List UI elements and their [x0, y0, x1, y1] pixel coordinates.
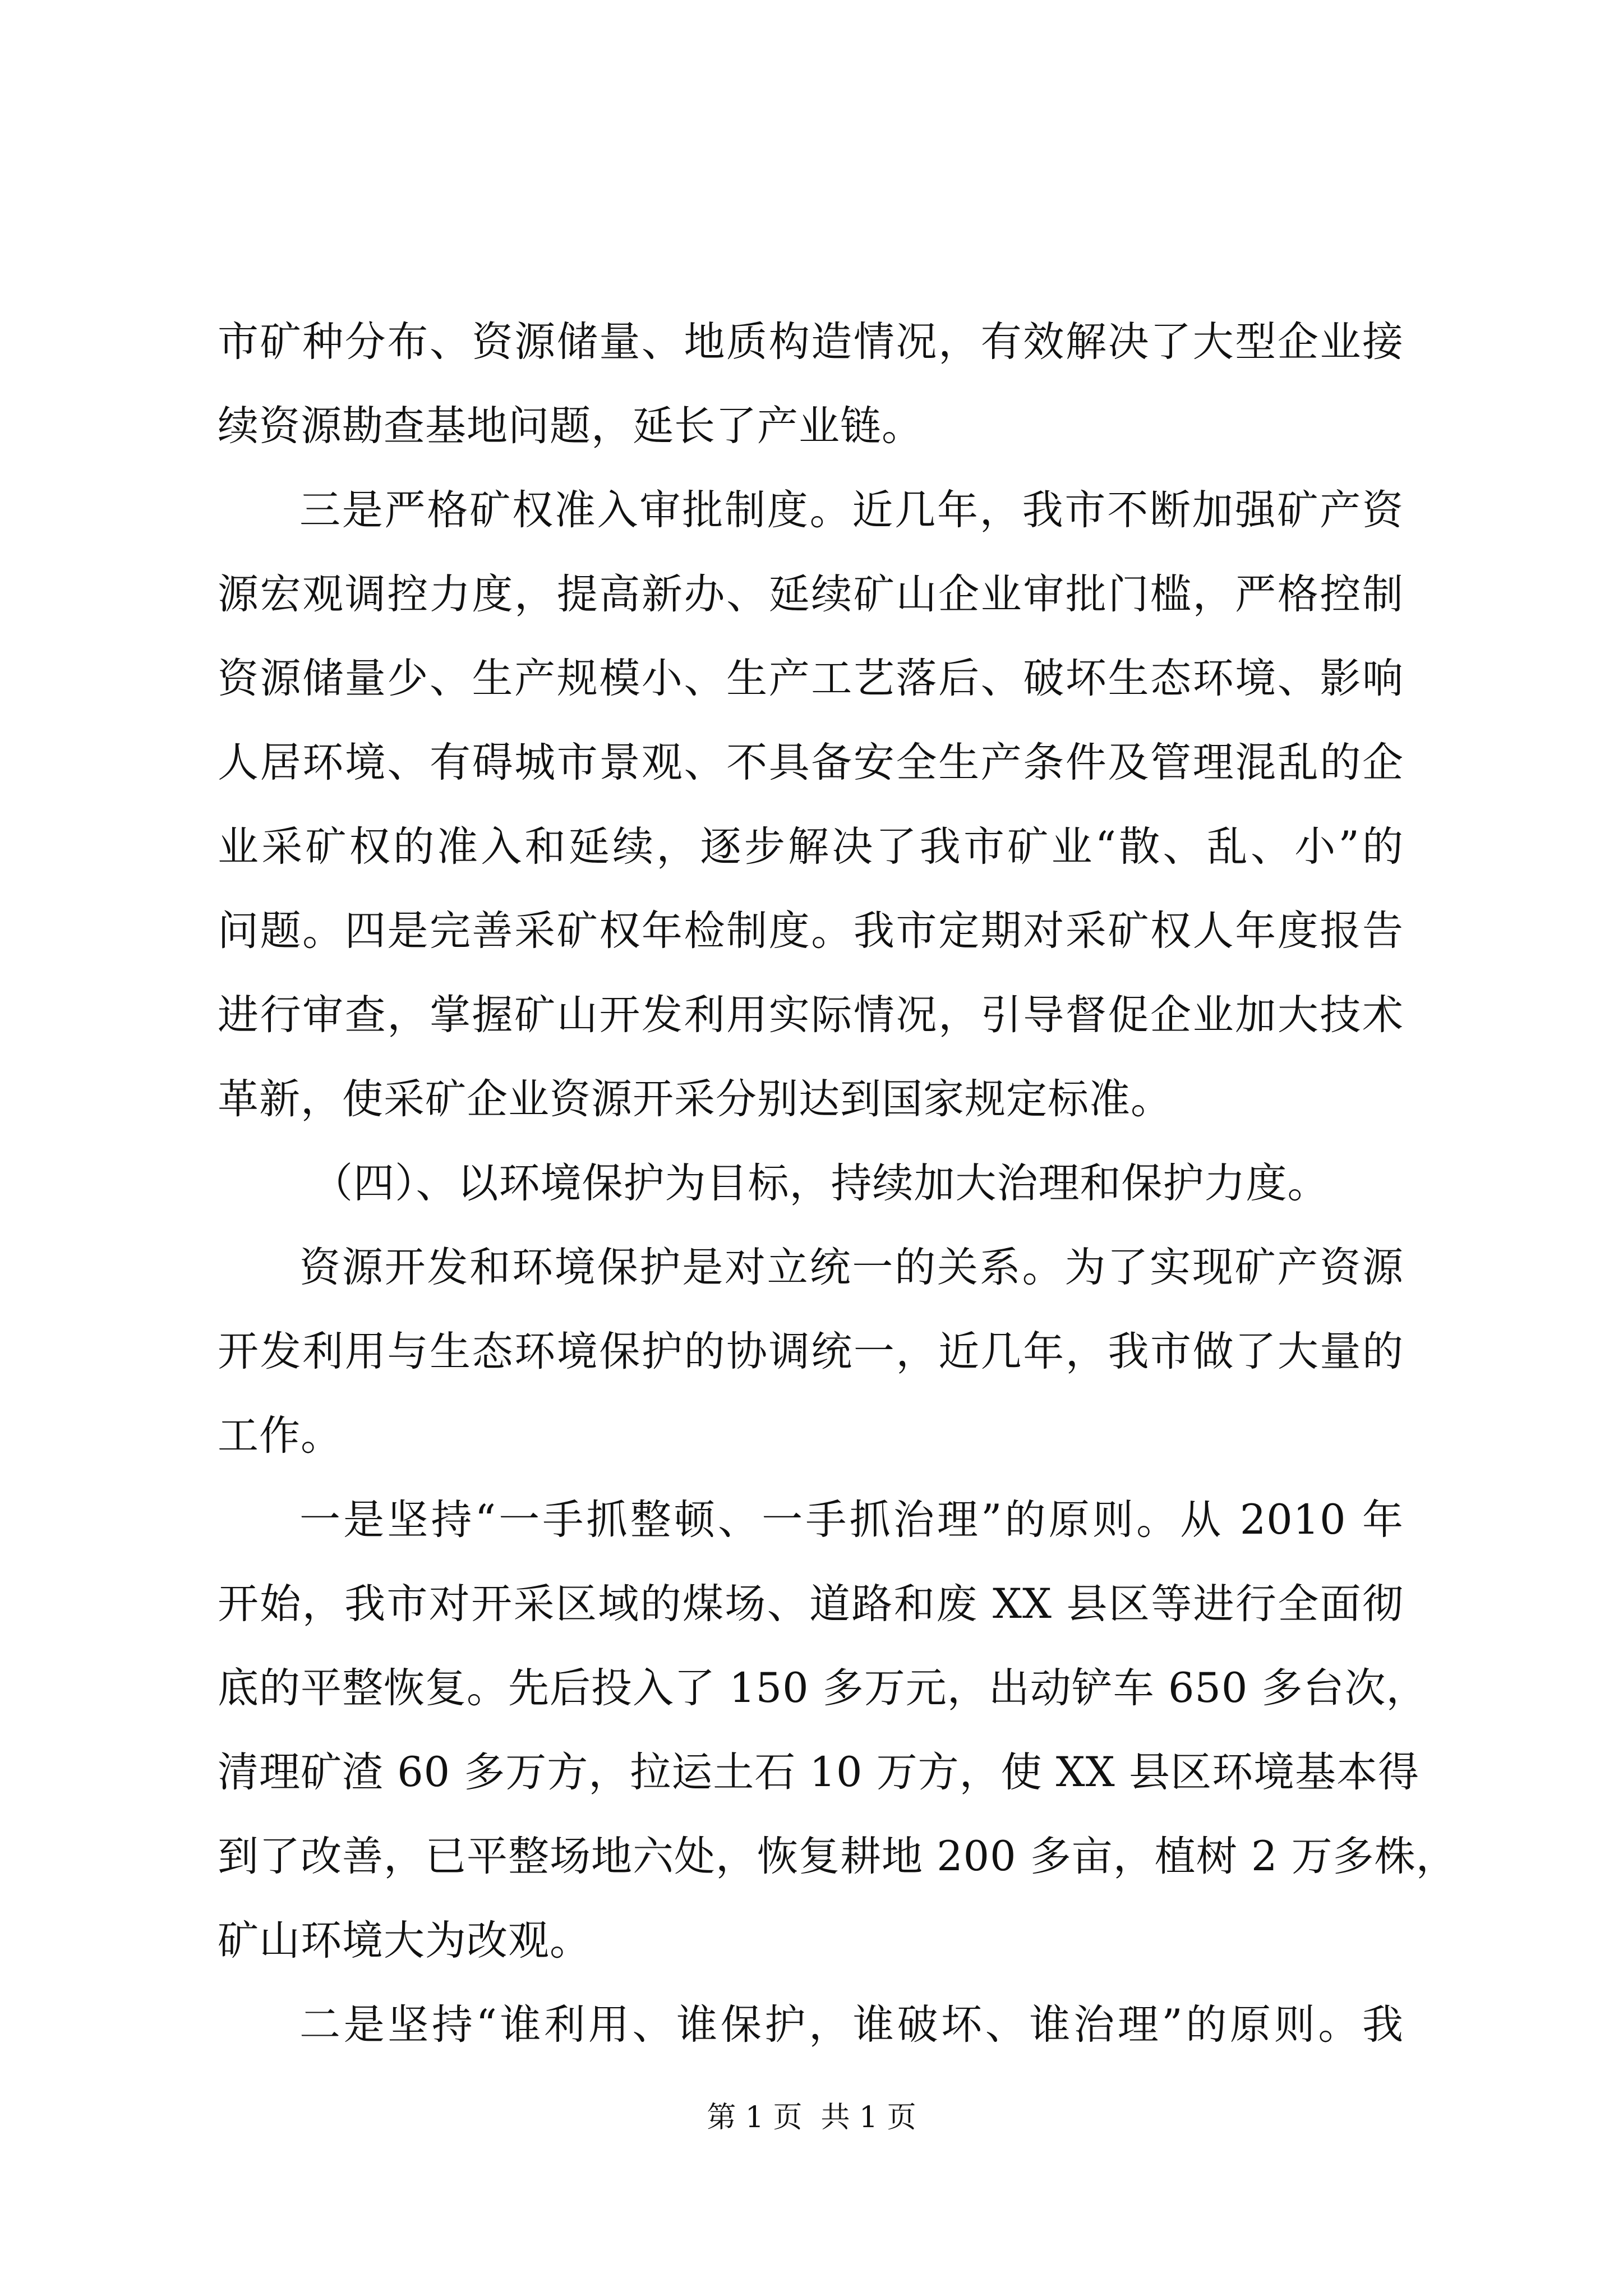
paragraph-start-line: 一是坚持“一手抓整顿、一手抓治理”的原则。从 2010 年: [299, 1496, 1404, 1544]
section-heading: （四）、以环境保护为目标，持续加大治理和保护力度。: [312, 1159, 1329, 1207]
paragraph-start-line: 资源开发和环境保护是对立统一的关系。为了实现矿产资源: [299, 1244, 1404, 1291]
text-line: 革新，使采矿企业资源开采分别达到国家规定标准。: [218, 1075, 1172, 1123]
text-line: 人居环境、有碍城市景观、不具备安全生产条件及管理混乱的企: [218, 739, 1404, 786]
text-line: 问题。四是完善采矿权年检制度。我市定期对采矿权人年度报告: [218, 907, 1404, 955]
text-line: 开始，我市对开采区域的煤场、道路和废 XX 县区等进行全面彻: [218, 1580, 1404, 1628]
paragraph-start-line: 三是严格矿权准入审批制度。近几年，我市不断加强矿产资: [299, 486, 1404, 534]
document-body: [218, 300, 1458, 2067]
text-line: 市矿种分布、资源储量、地质构造情况，有效解决了大型企业接: [218, 318, 1404, 366]
text-line: 资源储量少、生产规模小、生产工艺落后、破坏生态环境、影响: [218, 655, 1404, 702]
text-line: 到了改善，已平整场地六处，恢复耕地 200 多亩，植树 2 万多株，: [218, 1833, 1458, 1880]
page-footer: 第 1 页 共 1 页: [707, 2101, 916, 2134]
text-line: 开发利用与生态环境保护的协调统一，近几年，我市做了大量的: [218, 1328, 1404, 1375]
text-line: 底的平整恢复。先后投入了 150 多万元，出动铲车 650 多台次，: [218, 1664, 1428, 1712]
text-line: 清理矿渣 60 多万方，拉运土石 10 万方，使 XX 县区环境基本得: [218, 1749, 1419, 1796]
text-line: 业采矿权的准入和延续，逐步解决了我市矿业“散、乱、小”的: [218, 823, 1404, 871]
text-line: 矿山环境大为改观。: [218, 1917, 591, 1964]
paragraph-start-line: 二是坚持“谁利用、谁保护，谁破坏、谁治理”的原则。我: [299, 2001, 1404, 2049]
text-line: 工作。: [218, 1412, 342, 1460]
text-line: 进行审查，掌握矿山开发利用实际情况，引导督促企业加大技术: [218, 991, 1404, 1039]
text-line: 源宏观调控力度，提高新办、延续矿山企业审批门槛，严格控制: [218, 570, 1404, 618]
text-line: 续资源勘查基地问题，延长了产业链。: [218, 402, 923, 450]
